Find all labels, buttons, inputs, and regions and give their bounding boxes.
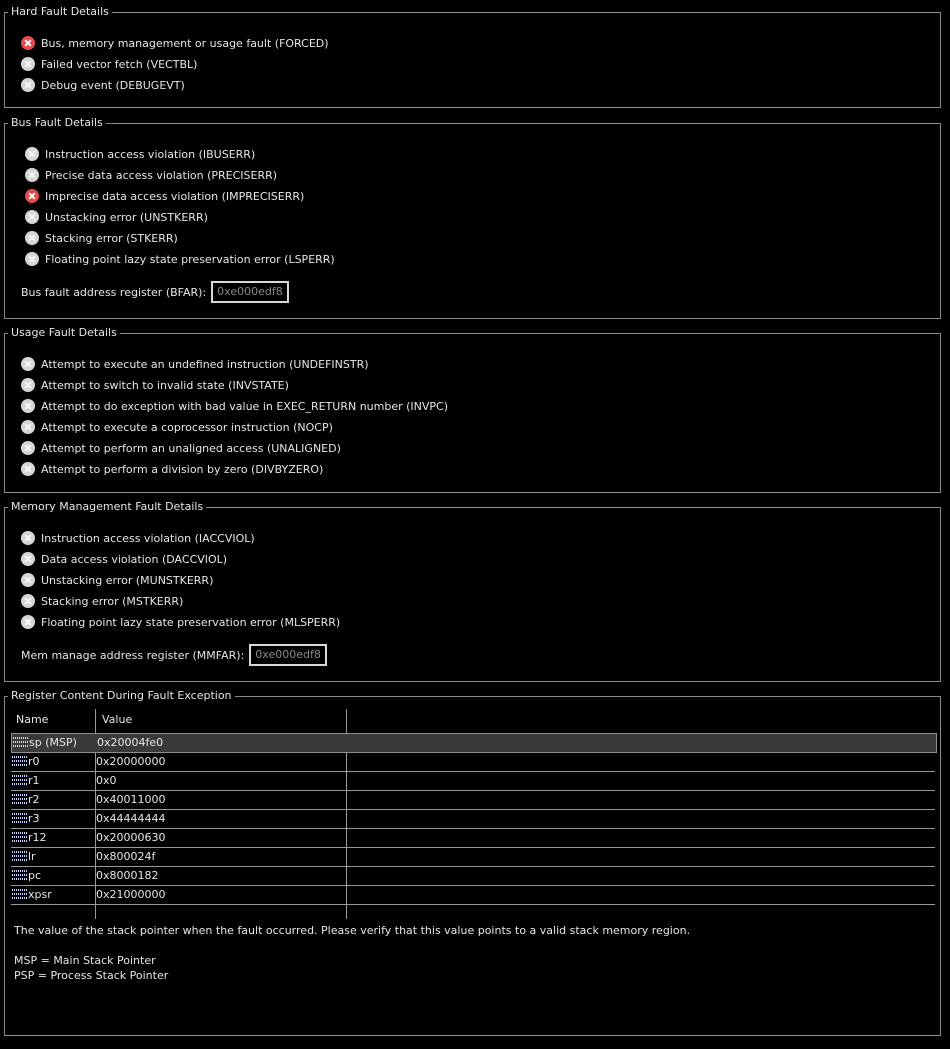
register-name-cell	[12, 812, 40, 825]
item-label: Attempt to perform an unaligned access (UNALIGNED)	[41, 441, 341, 455]
mem-fault-item-iaccviol	[21, 530, 255, 546]
fault-inactive-icon	[21, 573, 35, 587]
usage-fault-item-unaligned	[21, 440, 341, 456]
register-value: 0x40011000	[96, 793, 166, 806]
register-icon	[12, 793, 27, 805]
usage-fault-group	[4, 326, 941, 493]
register-icon	[12, 850, 27, 862]
item-label: Attempt to execute a coprocessor instruction (NOCP)	[41, 420, 333, 434]
register-name-cell	[13, 736, 77, 749]
msp-legend: MSP = Main Stack Pointer	[14, 954, 156, 967]
fault-inactive-icon	[21, 531, 35, 545]
bus-fault-group	[4, 116, 941, 319]
item-label: Attempt to do exception with bad value in EXEC_RETURN number (INVPC)	[41, 399, 449, 413]
item-label: Unstacking error (UNSTKERR)	[45, 210, 208, 224]
mmfar-value-field[interactable]: 0xe000edf8	[249, 644, 327, 666]
item-label: Data access violation (DACCVIOL)	[41, 552, 228, 566]
bfar-label: Bus fault address register (BFAR):	[21, 285, 207, 299]
table-row[interactable]	[11, 753, 935, 772]
psp-legend: PSP = Process Stack Pointer	[14, 969, 169, 982]
fault-inactive-icon	[21, 420, 35, 434]
register-name: r0	[28, 755, 40, 768]
register-name-cell	[12, 774, 40, 787]
register-name: lr	[28, 850, 36, 863]
hard-fault-item-debugevt	[21, 77, 185, 93]
register-name: r3	[28, 812, 40, 825]
register-icon	[12, 774, 27, 786]
fault-inactive-icon	[21, 441, 35, 455]
table-row[interactable]	[11, 810, 935, 829]
register-name: xpsr	[28, 888, 52, 901]
table-row[interactable]	[11, 791, 935, 810]
table-row[interactable]	[11, 772, 935, 791]
register-icon	[13, 736, 28, 748]
usage-fault-item-invpc	[21, 398, 448, 414]
fault-active-icon	[25, 189, 39, 203]
fault-active-icon	[21, 36, 35, 50]
register-value: 0x800024f	[96, 850, 156, 863]
fault-inactive-icon	[25, 231, 39, 245]
bus-fault-item-stkerr	[21, 230, 178, 246]
item-label: Floating point lazy state preservation error (MLSPERR)	[41, 615, 341, 629]
mmfar-row	[21, 643, 327, 667]
item-label: Precise data access violation (PRECISERR)	[45, 168, 278, 182]
table-row[interactable]	[11, 886, 935, 905]
mmfar-label: Mem manage address register (MMFAR):	[21, 648, 245, 662]
item-label: Stacking error (STKERR)	[45, 231, 178, 245]
column-header-value[interactable]: Value	[102, 713, 133, 726]
usage-fault-item-undefinstr	[21, 356, 369, 372]
register-group	[4, 689, 941, 1036]
item-label: Floating point lazy state preservation error (LSPERR)	[45, 252, 335, 266]
item-label: Imprecise data access violation (IMPRECISERR)	[45, 189, 305, 203]
bus-fault-item-unstkerr	[21, 209, 208, 225]
register-value: 0x21000000	[96, 888, 166, 901]
usage-fault-item-nocp	[21, 419, 333, 435]
register-name: r1	[28, 774, 40, 787]
item-label: Debug event (DEBUGEVT)	[41, 78, 185, 92]
item-label: Bus, memory management or usage fault (FORCED)	[41, 36, 329, 50]
bfar-value-field[interactable]: 0xe000edf8	[211, 281, 289, 303]
mem-fault-item-mlsperr	[21, 614, 340, 630]
register-icon	[12, 831, 27, 843]
item-label: Attempt to perform a division by zero (DIVBYZERO)	[41, 462, 324, 476]
mem-fault-item-mstkerr	[21, 593, 183, 609]
item-label: Stacking error (MSTKERR)	[41, 594, 184, 608]
register-value: 0x20000630	[96, 831, 166, 844]
item-label: Failed vector fetch (VECTBL)	[41, 57, 198, 71]
fault-inactive-icon	[25, 210, 39, 224]
fault-inactive-icon	[25, 252, 39, 266]
register-name-cell	[12, 869, 41, 882]
register-name: r2	[28, 793, 40, 806]
column-header-name[interactable]: Name	[16, 713, 49, 726]
register-icon	[12, 755, 27, 767]
register-name: pc	[28, 869, 42, 882]
hard-fault-group	[4, 5, 941, 108]
register-icon	[12, 888, 27, 900]
fault-inactive-icon	[21, 615, 35, 629]
table-row[interactable]	[11, 867, 935, 886]
table-row[interactable]	[11, 733, 937, 753]
mem-fault-group	[4, 500, 941, 682]
fault-inactive-icon	[21, 462, 35, 476]
register-name-cell	[12, 755, 40, 768]
item-label: Instruction access violation (IBUSERR)	[45, 147, 256, 161]
mem-fault-title: Memory Management Fault Details	[8, 500, 206, 514]
bus-fault-item-lsperr	[21, 251, 335, 267]
bfar-row	[21, 280, 289, 304]
usage-fault-item-divbyzero	[21, 461, 323, 477]
usage-fault-item-invstate	[21, 377, 289, 393]
fault-inactive-icon	[21, 552, 35, 566]
bus-fault-item-ibuserr	[21, 146, 255, 162]
mem-fault-item-munstkerr	[21, 572, 213, 588]
register-name: r12	[28, 831, 47, 844]
item-label: Attempt to switch to invalid state (INVSTATE)	[41, 378, 289, 392]
register-value: 0x8000182	[96, 869, 159, 882]
fault-inactive-icon	[25, 147, 39, 161]
fault-inactive-icon	[21, 78, 35, 92]
bus-fault-item-preciserr	[21, 167, 277, 183]
register-name-cell	[12, 793, 40, 806]
item-label: Unstacking error (MUNSTKERR)	[41, 573, 214, 587]
fault-inactive-icon	[21, 594, 35, 608]
register-value: 0x20000000	[96, 755, 166, 768]
item-label: Attempt to execute an undefined instruction (UNDEFINSTR)	[41, 357, 369, 371]
register-value: 0x44444444	[96, 812, 166, 825]
usage-fault-title: Usage Fault Details	[8, 326, 120, 340]
hard-fault-item-forced	[21, 35, 329, 51]
table-row[interactable]	[11, 829, 935, 848]
register-value: 0x20004fe0	[97, 736, 164, 749]
register-icon	[12, 812, 27, 824]
hard-fault-item-vectbl	[21, 56, 197, 72]
register-name-cell	[12, 831, 47, 844]
table-row[interactable]	[11, 848, 935, 867]
fault-inactive-icon	[21, 57, 35, 71]
item-label: Instruction access violation (IACCVIOL)	[41, 531, 255, 545]
hard-fault-title: Hard Fault Details	[8, 5, 112, 19]
fault-inactive-icon	[21, 357, 35, 371]
bus-fault-item-impreciserr	[21, 188, 304, 204]
register-icon	[12, 869, 27, 881]
register-name-cell	[12, 888, 52, 901]
register-title: Register Content During Fault Exception	[8, 689, 235, 703]
mem-fault-item-daccviol	[21, 551, 227, 567]
fault-inactive-icon	[21, 378, 35, 392]
fault-inactive-icon	[25, 168, 39, 182]
bus-fault-title: Bus Fault Details	[8, 116, 106, 130]
register-name: sp (MSP)	[29, 736, 77, 749]
register-table[interactable]	[11, 709, 937, 919]
table-header	[11, 709, 937, 729]
register-value: 0x0	[96, 774, 117, 787]
register-description: The value of the stack pointer when the fault occurred. Please verify that this value points to a valid stack memory region.	[14, 924, 691, 937]
fault-inactive-icon	[21, 399, 35, 413]
register-name-cell	[12, 850, 36, 863]
